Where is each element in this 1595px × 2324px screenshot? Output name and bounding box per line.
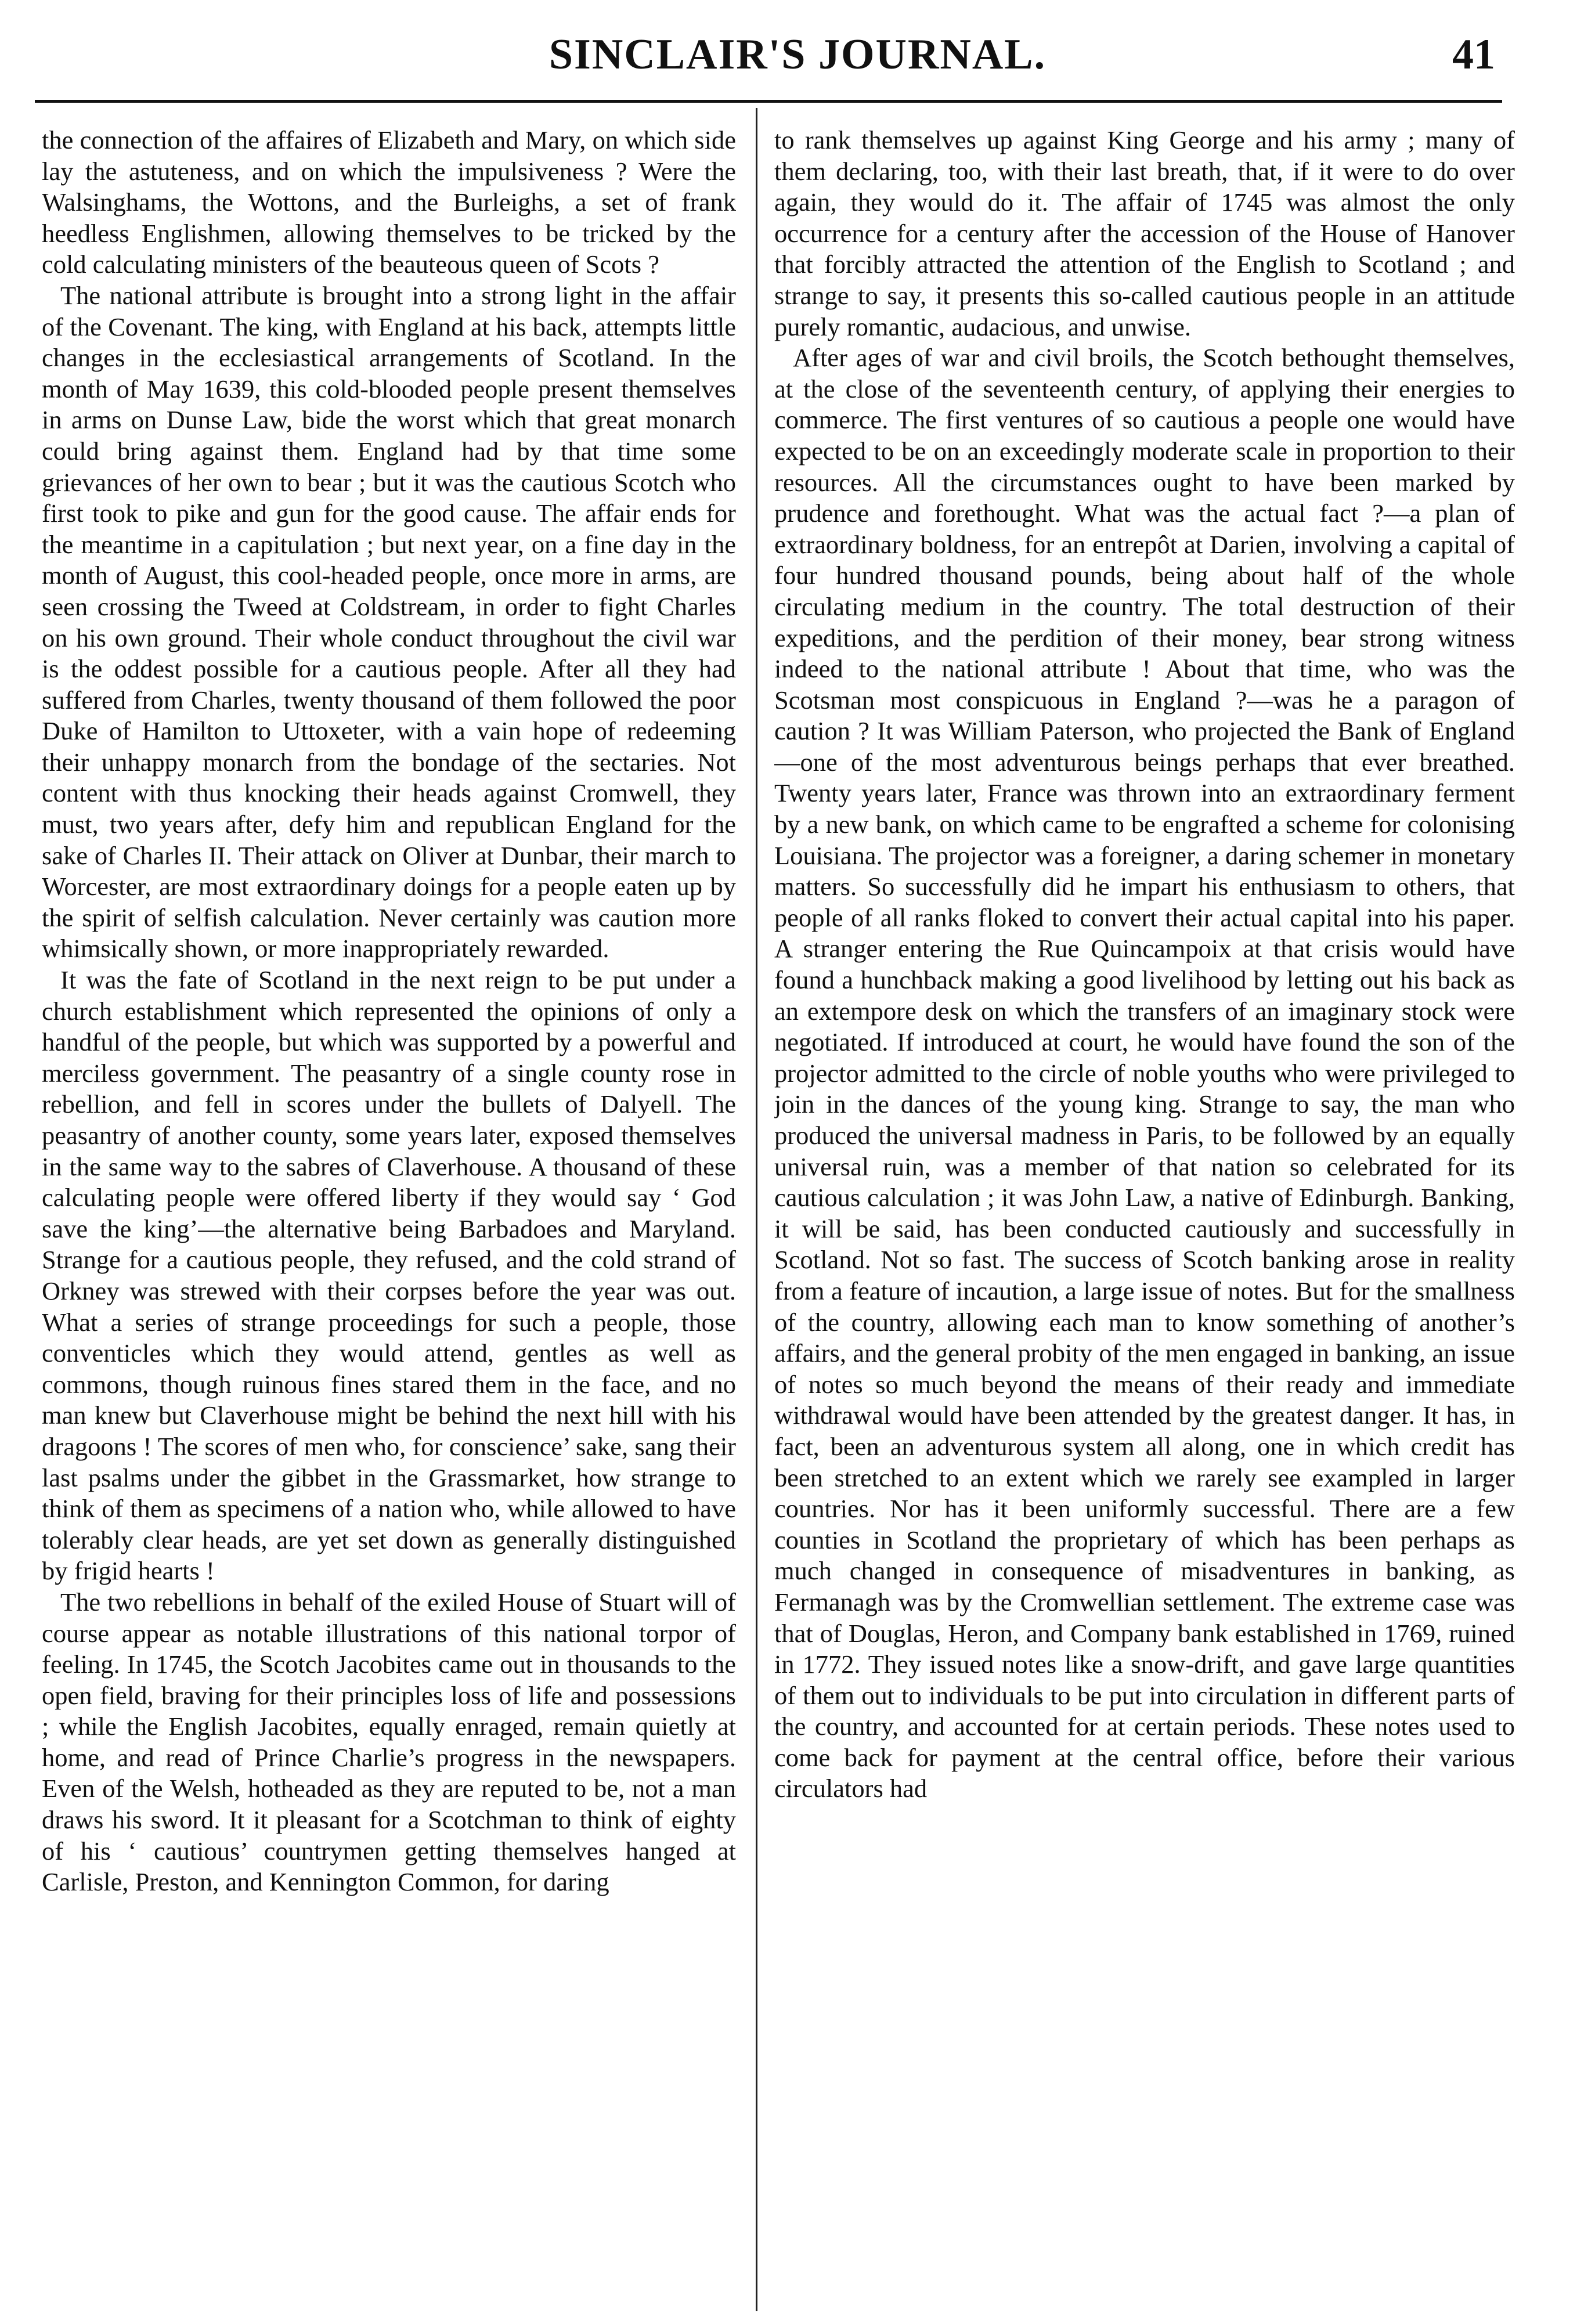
column-divider bbox=[756, 108, 757, 2311]
paragraph: the connection of the affaires of Elizabeth and Mary, on which side lay the astuteness, and on which the impulsiveness ? Were the Walsinghams, the Wottons, and the Burleighs, a set of frank heedless Englishmen, allowing themselves to be tricked by the cold calculating ministers of the beauteous queen of Scots ? bbox=[42, 125, 736, 279]
left-column bbox=[42, 125, 736, 2316]
paragraph: to rank themselves up against King George and his army ; many of them declaring, too, with their last breath, that, if it were to do over again, they would do it. The affair of 1745 was almost the only occurrence for a century after the accession of the House of Hanover that forcibly attracted the attention of the English to Scotland ; and strange to say, it presents this so-called cautious people in an attitude purely romantic, audacious, and unwise. bbox=[774, 125, 1515, 341]
paragraph: The national attribute is brought into a strong light in the affair of the Covenant. The king, with England at his back, attempts little changes in the ecclesiastical arrangements of Scotland. In the month of May 1639, this cold-blooded people present themselves in arms on Dunse Law, bide the worst which that great monarch could bring against them. England had by that time some grievances of her own to bear ; but it was the cautious Scotch who first took to pike and gun for the good cause. The affair ends for the meantime in a capitulation ; but next year, on a fine day in the month of August, this cool-headed people, once more in arms, are seen crossing the Tweed at Coldstream, in order to fight Charles on his own ground. Their whole conduct throughout the civil war is the oddest possible for a cautious people. After all they had suffered from Charles, twenty thousand of them followed the poor Duke of Hamilton to Uttoxeter, with a vain hope of redeeming their unhappy monarch from the bondage of the sectaries. Not content with thus knocking their heads against Cromwell, they must, two years after, defy him and republican England for the sake of Charles II. Their attack on Oliver at Dunbar, their march to Worcester, are most extraordinary doings for a people eaten up by the spirit of selfish calculation. Never certainly was caution more whimsically shown, or more inappropriately rewarded. bbox=[42, 280, 736, 963]
page-header bbox=[0, 13, 1595, 100]
paragraph: It was the fate of Scotland in the next reign to be put under a church establishment which represented the opinions of only a handful of the people, but which was supported by a powerful and merciless government. The peasantry of a single county rose in rebellion, and fell in scores under the bullets of Dalyell. The peasantry of another county, some years later, exposed themselves in the same way to the sabres of Claverhouse. A thousand of these calculating people were offered liberty if they would say ‘ God save the king’—the alternative being Barbadoes and Maryland. Strange for a cautious people, they refused, and the cold strand of Orkney was strewed with their corpses before the year was out. What a series of strange proceedings for such a people, those conventicles which they would attend, gentles as well as commons, though ruinous fines stared them in the face, and no man knew but Claverhouse might be behind the next hill with his dragoons ! The scores of men who, for conscience’ sake, sang their last psalms under the gibbet in the Grassmarket, how strange to think of them as specimens of a nation who, while allowed to have tolerably clear heads, are yet set down as generally distinguished by frigid hearts ! bbox=[42, 965, 736, 1586]
journal-title: SINCLAIR'S JOURNAL. bbox=[548, 31, 1047, 78]
right-column bbox=[774, 125, 1515, 2316]
page-number: 41 bbox=[1452, 31, 1495, 78]
paragraph: After ages of war and civil broils, the Scotch bethought themselves, at the close of the seventeenth century, of applying their energies to commerce. The first ventures of so cautious a people one would have expected to be on an exceedingly moderate scale in proportion to their resources. All the circumstances ought to have been marked by prudence and forethought. What was the actual fact ?—a plan of extraordinary boldness, for an entrepôt at Darien, involving a capital of four hundred thousand pounds, being about half of the whole circulating medium in the country. The total destruction of their expeditions, and the perdition of their money, bear strong witness indeed to the national attribute ! About that time, who was the Scotsman most conspicuous in England ?—was he a paragon of caution ? It was William Paterson, who projected the Bank of England—one of the most adventurous beings perhaps that ever breathed. Twenty years later, France was thrown into an extraordinary ferment by a new bank, on which came to be engrafted a scheme for colonising Louisiana. The projector was a foreigner, a daring schemer in monetary matters. So successfully did he impart his enthusiasm to others, that people of all ranks floked to convert their actual capital into his paper. A stranger entering the Rue Quincampoix at that crisis would have found a hunchback making a good livelihood by letting out his back as an extempore desk on which the transfers of an imaginary stock were negotiated. If introduced at court, he would have found the son of the projector admitted to the circle of noble youths who were privileged to join in the dances of the young king. Strange to say, the man who produced the universal madness in Paris, to be followed by an equally universal ruin, was a member of that nation so celebrated for its cautious calculation ; it was John Law, a native of Edinburgh. Banking, it will be said, has been conducted cautiously and successfully in Scotland. Not so fast. The success of Scotch banking arose in reality from a feature of incaution, a large issue of notes. But for the smallness of the country, allowing each man to know something of another’s affairs, and the general probity of the men engaged in banking, an issue of notes so much beyond the means of their ready and immediate withdrawal would have been attended by the greatest danger. It has, in fact, been an adventurous system all along, one in which credit has been stretched to an extent which we rarely see exampled in larger countries. Nor has it been uniformly successful. There are a few counties in Scotland the proprietary of which has been perhaps as much changed in consequence of misadventures in banking, as Fermanagh was by the Cromwellian settlement. The extreme case was that of Douglas, Heron, and Company bank established in 1769, ruined in 1772. They issued notes like a snow-drift, and gave large quantities of them out to individuals to be put into circulation in different parts of the country, and accounted for at certain periods. These notes used to come back for payment at the central office, before their various circulators had bbox=[774, 343, 1515, 1803]
paragraph: The two rebellions in behalf of the exiled House of Stuart will of course appear as notable illustrations of this national torpor of feeling. In 1745, the Scotch Jacobites came out in thousands to the open field, braving for their principles loss of life and possessions ; while the English Jacobites, equally enraged, remain quietly at home, and read of Prince Charlie’s progress in the newspapers. Even of the Welsh, hotheaded as they are reputed to be, not a man draws his sword. It it pleasant for a Scotchman to think of eighty of his ‘ cautious’ countrymen getting themselves hanged at Carlisle, Preston, and Kennington Common, for daring bbox=[42, 1587, 736, 1897]
header-rule bbox=[35, 100, 1502, 103]
